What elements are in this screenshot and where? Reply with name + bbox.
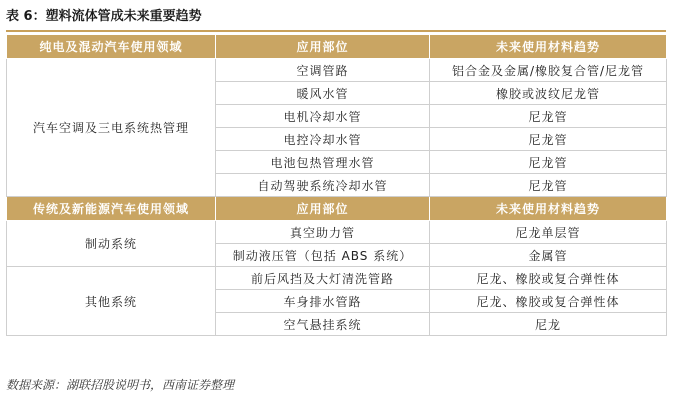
- column-header-part: 应用部位: [216, 35, 430, 59]
- material-cell: 尼龙管: [430, 151, 667, 174]
- part-cell: 自动驾驶系统冷却水管: [216, 174, 430, 197]
- table-title: 表 6：塑料流体管成未来重要趋势: [6, 9, 202, 24]
- table-row: [7, 59, 667, 82]
- part-cell: 电机冷却水管: [216, 105, 430, 128]
- table-row: [7, 267, 667, 290]
- part-cell: 车身排水管路: [216, 290, 430, 313]
- column-header-material: 未来使用材料趋势: [430, 35, 667, 59]
- source-note: 数据来源：湖联招股说明书，西南证券整理: [6, 378, 235, 392]
- table-header-row: [7, 35, 667, 59]
- material-cell: 尼龙管: [430, 174, 667, 197]
- material-cell: 尼龙管: [430, 128, 667, 151]
- column-header-domain: 传统及新能源汽车使用领域: [7, 197, 216, 221]
- material-cell: 尼龙、橡胶或复合弹性体: [430, 267, 667, 290]
- material-cell: 橡胶或波纹尼龙管: [430, 82, 667, 105]
- material-cell: 铝合金及金属/橡胶复合管/尼龙管: [430, 59, 667, 82]
- part-cell: 空调管路: [216, 59, 430, 82]
- material-cell: 尼龙: [430, 313, 667, 336]
- group-label: 汽车空调及三电系统热管理: [7, 59, 216, 197]
- part-cell: 前后风挡及大灯清洗管路: [216, 267, 430, 290]
- group-label: 其他系统: [7, 267, 216, 336]
- material-cell: 尼龙、橡胶或复合弹性体: [430, 290, 667, 313]
- part-cell: 真空助力管: [216, 221, 430, 244]
- column-header-part: 应用部位: [216, 197, 430, 221]
- part-cell: 电池包热管理水管: [216, 151, 430, 174]
- column-header-material: 未来使用材料趋势: [430, 197, 667, 221]
- part-cell: 制动液压管（包括 ABS 系统）: [216, 244, 430, 267]
- part-cell: 暖风水管: [216, 82, 430, 105]
- group-label: 制动系统: [7, 221, 216, 267]
- material-cell: 金属管: [430, 244, 667, 267]
- table-row: [7, 221, 667, 244]
- table-header-row: [7, 197, 667, 221]
- material-cell: 尼龙管: [430, 105, 667, 128]
- materials-table: [6, 34, 667, 336]
- title-divider: [6, 30, 666, 32]
- column-header-domain: 纯电及混动汽车使用领域: [7, 35, 216, 59]
- part-cell: 空气悬挂系统: [216, 313, 430, 336]
- part-cell: 电控冷却水管: [216, 128, 430, 151]
- material-cell: 尼龙单层管: [430, 221, 667, 244]
